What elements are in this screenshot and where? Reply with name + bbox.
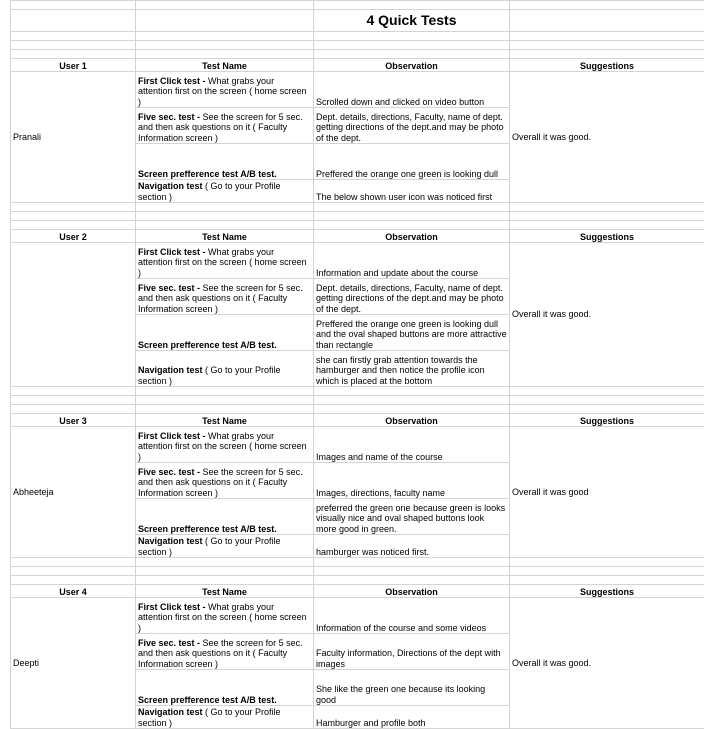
empty-cell[interactable]: [136, 558, 314, 567]
test-name-header[interactable]: Test Name: [136, 230, 314, 243]
table-row: [11, 387, 704, 396]
test-name-cell[interactable]: [136, 499, 314, 535]
empty-cell[interactable]: [314, 221, 510, 230]
test-description: What grabs your attention first on the screen ( home screen ): [138, 76, 307, 107]
empty-cell[interactable]: [314, 567, 510, 576]
user-label[interactable]: User 3: [11, 414, 136, 427]
empty-cell[interactable]: [136, 212, 314, 221]
empty-cell[interactable]: [510, 558, 704, 567]
observation-cell[interactable]: She like the green one because its looking good: [314, 670, 510, 706]
participant-name[interactable]: [11, 243, 136, 387]
empty-cell[interactable]: [11, 1, 136, 10]
empty-cell[interactable]: [314, 41, 510, 50]
observation-cell[interactable]: Images and name of the course: [314, 427, 510, 463]
test-name-cell[interactable]: [136, 180, 314, 203]
test-name-bold: Five sec. test -: [138, 112, 200, 122]
empty-cell[interactable]: [11, 576, 136, 585]
empty-cell[interactable]: [314, 50, 510, 59]
observation-cell[interactable]: Information and update about the course: [314, 243, 510, 279]
test-name-cell[interactable]: [136, 351, 314, 387]
empty-cell[interactable]: [136, 387, 314, 396]
test-name-bold: First Click test -: [138, 602, 206, 612]
empty-cell[interactable]: [136, 50, 314, 59]
test-name-bold: First Click test -: [138, 76, 206, 86]
test-name-cell[interactable]: [136, 598, 314, 634]
observation-cell[interactable]: Dept. details, directions, Faculty, name of dept. getting directions of the dept.and may be photo of the dept.: [314, 108, 510, 144]
table-row: [11, 414, 704, 427]
table-row: [11, 221, 704, 230]
test-description: What grabs your attention first on the screen ( home screen ): [138, 431, 307, 462]
empty-cell[interactable]: [314, 558, 510, 567]
test-name-bold: Navigation test: [138, 181, 203, 191]
empty-cell[interactable]: [11, 387, 136, 396]
suggestions-header[interactable]: Suggestions: [510, 230, 704, 243]
table-row: [11, 72, 704, 108]
test-name-bold: Screen prefference test A/B test.: [138, 695, 277, 705]
test-name-bold: First Click test -: [138, 247, 206, 257]
empty-cell[interactable]: [11, 558, 136, 567]
observation-cell[interactable]: Preffered the orange one green is looking dull: [314, 144, 510, 180]
observation-cell[interactable]: preferred the green one because green is looks visually nice and oval shaped buttons look more good in green.: [314, 499, 510, 535]
empty-cell[interactable]: [11, 221, 136, 230]
test-name-header[interactable]: Test Name: [136, 414, 314, 427]
table-row: [11, 405, 704, 414]
test-name-cell[interactable]: [136, 463, 314, 499]
empty-cell[interactable]: [136, 576, 314, 585]
empty-cell[interactable]: [314, 576, 510, 585]
suggestions-header[interactable]: Suggestions: [510, 414, 704, 427]
empty-cell[interactable]: [11, 567, 136, 576]
table-row: [11, 567, 704, 576]
empty-cell[interactable]: [510, 221, 704, 230]
observation-header[interactable]: Observation: [314, 59, 510, 72]
empty-cell[interactable]: [136, 10, 314, 32]
test-description: See the screen for 5 sec. and then ask questions on it ( Faculty Information screen ): [138, 283, 303, 314]
table-row: [11, 212, 704, 221]
observation-cell[interactable]: The below shown user icon was noticed first: [314, 180, 510, 203]
test-name-cell[interactable]: [136, 144, 314, 180]
table-row: [11, 558, 704, 567]
empty-cell[interactable]: [314, 405, 510, 414]
empty-cell[interactable]: [136, 405, 314, 414]
empty-cell[interactable]: [136, 203, 314, 212]
test-name-header[interactable]: Test Name: [136, 59, 314, 72]
test-description: See the screen for 5 sec. and then ask questions on it ( Faculty Information screen ): [138, 112, 303, 143]
test-description: What grabs your attention first on the screen ( home screen ): [138, 602, 307, 633]
table-row: [11, 576, 704, 585]
empty-cell[interactable]: [510, 387, 704, 396]
table-row: [11, 427, 704, 463]
empty-cell[interactable]: [510, 203, 704, 212]
observation-cell[interactable]: hamburger was noticed first.: [314, 535, 510, 558]
test-description: ( Go to your Profile section ): [138, 536, 281, 557]
observation-cell[interactable]: Information of the course and some videos: [314, 598, 510, 634]
empty-cell[interactable]: [510, 50, 704, 59]
test-name-bold: Five sec. test -: [138, 638, 200, 648]
table-row: [11, 203, 704, 212]
observation-header[interactable]: Observation: [314, 414, 510, 427]
observation-header[interactable]: Observation: [314, 585, 510, 598]
test-name-bold: Screen prefference test A/B test.: [138, 524, 277, 534]
empty-cell[interactable]: [314, 1, 510, 10]
table-row: [11, 59, 704, 72]
observation-cell[interactable]: Images, directions, faculty name: [314, 463, 510, 499]
empty-cell[interactable]: [314, 212, 510, 221]
suggestion-cell[interactable]: Overall it was good: [510, 427, 704, 558]
test-name-cell[interactable]: [136, 634, 314, 670]
empty-cell[interactable]: [136, 567, 314, 576]
participant-name[interactable]: Pranali: [11, 72, 136, 203]
suggestions-header[interactable]: Suggestions: [510, 585, 704, 598]
test-name-bold: Screen prefference test A/B test.: [138, 340, 277, 350]
table-row: [11, 1, 704, 10]
observation-cell[interactable]: Hamburger and profile both: [314, 706, 510, 729]
observation-header[interactable]: Observation: [314, 230, 510, 243]
test-name-bold: Five sec. test -: [138, 467, 200, 477]
table-body: [11, 1, 704, 729]
test-description: See the screen for 5 sec. and then ask questions on it ( Faculty Information screen ): [138, 638, 303, 669]
empty-cell[interactable]: [11, 50, 136, 59]
test-name-cell[interactable]: [136, 279, 314, 315]
empty-cell[interactable]: [11, 212, 136, 221]
participant-name[interactable]: Deepti: [11, 598, 136, 729]
table-row: [11, 396, 704, 405]
test-name-cell[interactable]: [136, 706, 314, 729]
empty-cell[interactable]: [11, 41, 136, 50]
user-label[interactable]: User 4: [11, 585, 136, 598]
test-name-cell[interactable]: [136, 670, 314, 706]
test-name-bold: Five sec. test -: [138, 283, 200, 293]
test-name-bold: Navigation test: [138, 536, 203, 546]
test-name-bold: First Click test -: [138, 431, 206, 441]
table-row: [11, 50, 704, 59]
empty-cell[interactable]: [510, 396, 704, 405]
table-row: [11, 585, 704, 598]
observation-cell[interactable]: Preffered the orange one green is looking dull and the oval shaped buttons are more attractive than rectangle: [314, 315, 510, 351]
table-row: [11, 598, 704, 634]
empty-cell[interactable]: [510, 10, 704, 32]
test-name-cell[interactable]: [136, 72, 314, 108]
empty-cell[interactable]: [510, 405, 704, 414]
empty-cell[interactable]: [136, 221, 314, 230]
empty-cell[interactable]: [314, 203, 510, 212]
table-row: [11, 230, 704, 243]
user-label[interactable]: User 1: [11, 59, 136, 72]
test-name-bold: Navigation test: [138, 365, 203, 375]
empty-cell[interactable]: [136, 1, 314, 10]
test-name-cell[interactable]: [136, 243, 314, 279]
participant-name[interactable]: Abheeteja: [11, 427, 136, 558]
empty-cell[interactable]: [510, 32, 704, 41]
test-name-cell[interactable]: [136, 535, 314, 558]
table-row: [11, 32, 704, 41]
empty-cell[interactable]: [314, 396, 510, 405]
empty-cell[interactable]: [510, 41, 704, 50]
test-name-cell[interactable]: [136, 108, 314, 144]
empty-cell[interactable]: [314, 387, 510, 396]
test-name-cell[interactable]: [136, 427, 314, 463]
sheet-title[interactable]: 4 Quick Tests: [314, 10, 510, 32]
observation-cell[interactable]: Dept. details, directions, Faculty, name of dept. getting directions of the dept.and may be photo of the dept.: [314, 279, 510, 315]
empty-cell[interactable]: [136, 32, 314, 41]
empty-cell[interactable]: [510, 576, 704, 585]
empty-cell[interactable]: [314, 32, 510, 41]
test-name-cell[interactable]: [136, 315, 314, 351]
observation-cell[interactable]: she can firstly grab attention towards the hamburger and then notice the profile icon which is placed at the bottom: [314, 351, 510, 387]
empty-cell[interactable]: [11, 396, 136, 405]
test-name-bold: Navigation test: [138, 707, 203, 717]
table-row: [11, 41, 704, 50]
observation-cell[interactable]: Faculty information, Directions of the dept with images: [314, 634, 510, 670]
user-label[interactable]: User 2: [11, 230, 136, 243]
table-row: [11, 243, 704, 279]
empty-cell[interactable]: [510, 567, 704, 576]
suggestion-cell[interactable]: Overall it was good.: [510, 72, 704, 203]
test-name-bold: Screen prefference test A/B test.: [138, 169, 277, 179]
table-row: [11, 10, 704, 32]
observation-cell[interactable]: Scrolled down and clicked on video button: [314, 72, 510, 108]
test-description: ( Go to your Profile section ): [138, 181, 281, 202]
test-description: What grabs your attention first on the screen ( home screen ): [138, 247, 307, 278]
empty-cell[interactable]: [136, 396, 314, 405]
test-name-header[interactable]: Test Name: [136, 585, 314, 598]
empty-cell[interactable]: [11, 405, 136, 414]
quick-tests-table: [10, 0, 704, 729]
empty-cell[interactable]: [11, 203, 136, 212]
empty-cell[interactable]: [510, 212, 704, 221]
suggestions-header[interactable]: Suggestions: [510, 59, 704, 72]
empty-cell[interactable]: [136, 41, 314, 50]
suggestion-cell[interactable]: Overall it was good.: [510, 598, 704, 729]
empty-cell[interactable]: [11, 10, 136, 32]
empty-cell[interactable]: [11, 32, 136, 41]
empty-cell[interactable]: [510, 1, 704, 10]
test-description: ( Go to your Profile section ): [138, 707, 281, 728]
test-description: See the screen for 5 sec. and then ask questions on it ( Faculty Information screen ): [138, 467, 303, 498]
suggestion-cell[interactable]: Overall it was good.: [510, 243, 704, 387]
test-description: ( Go to your Profile section ): [138, 365, 281, 386]
